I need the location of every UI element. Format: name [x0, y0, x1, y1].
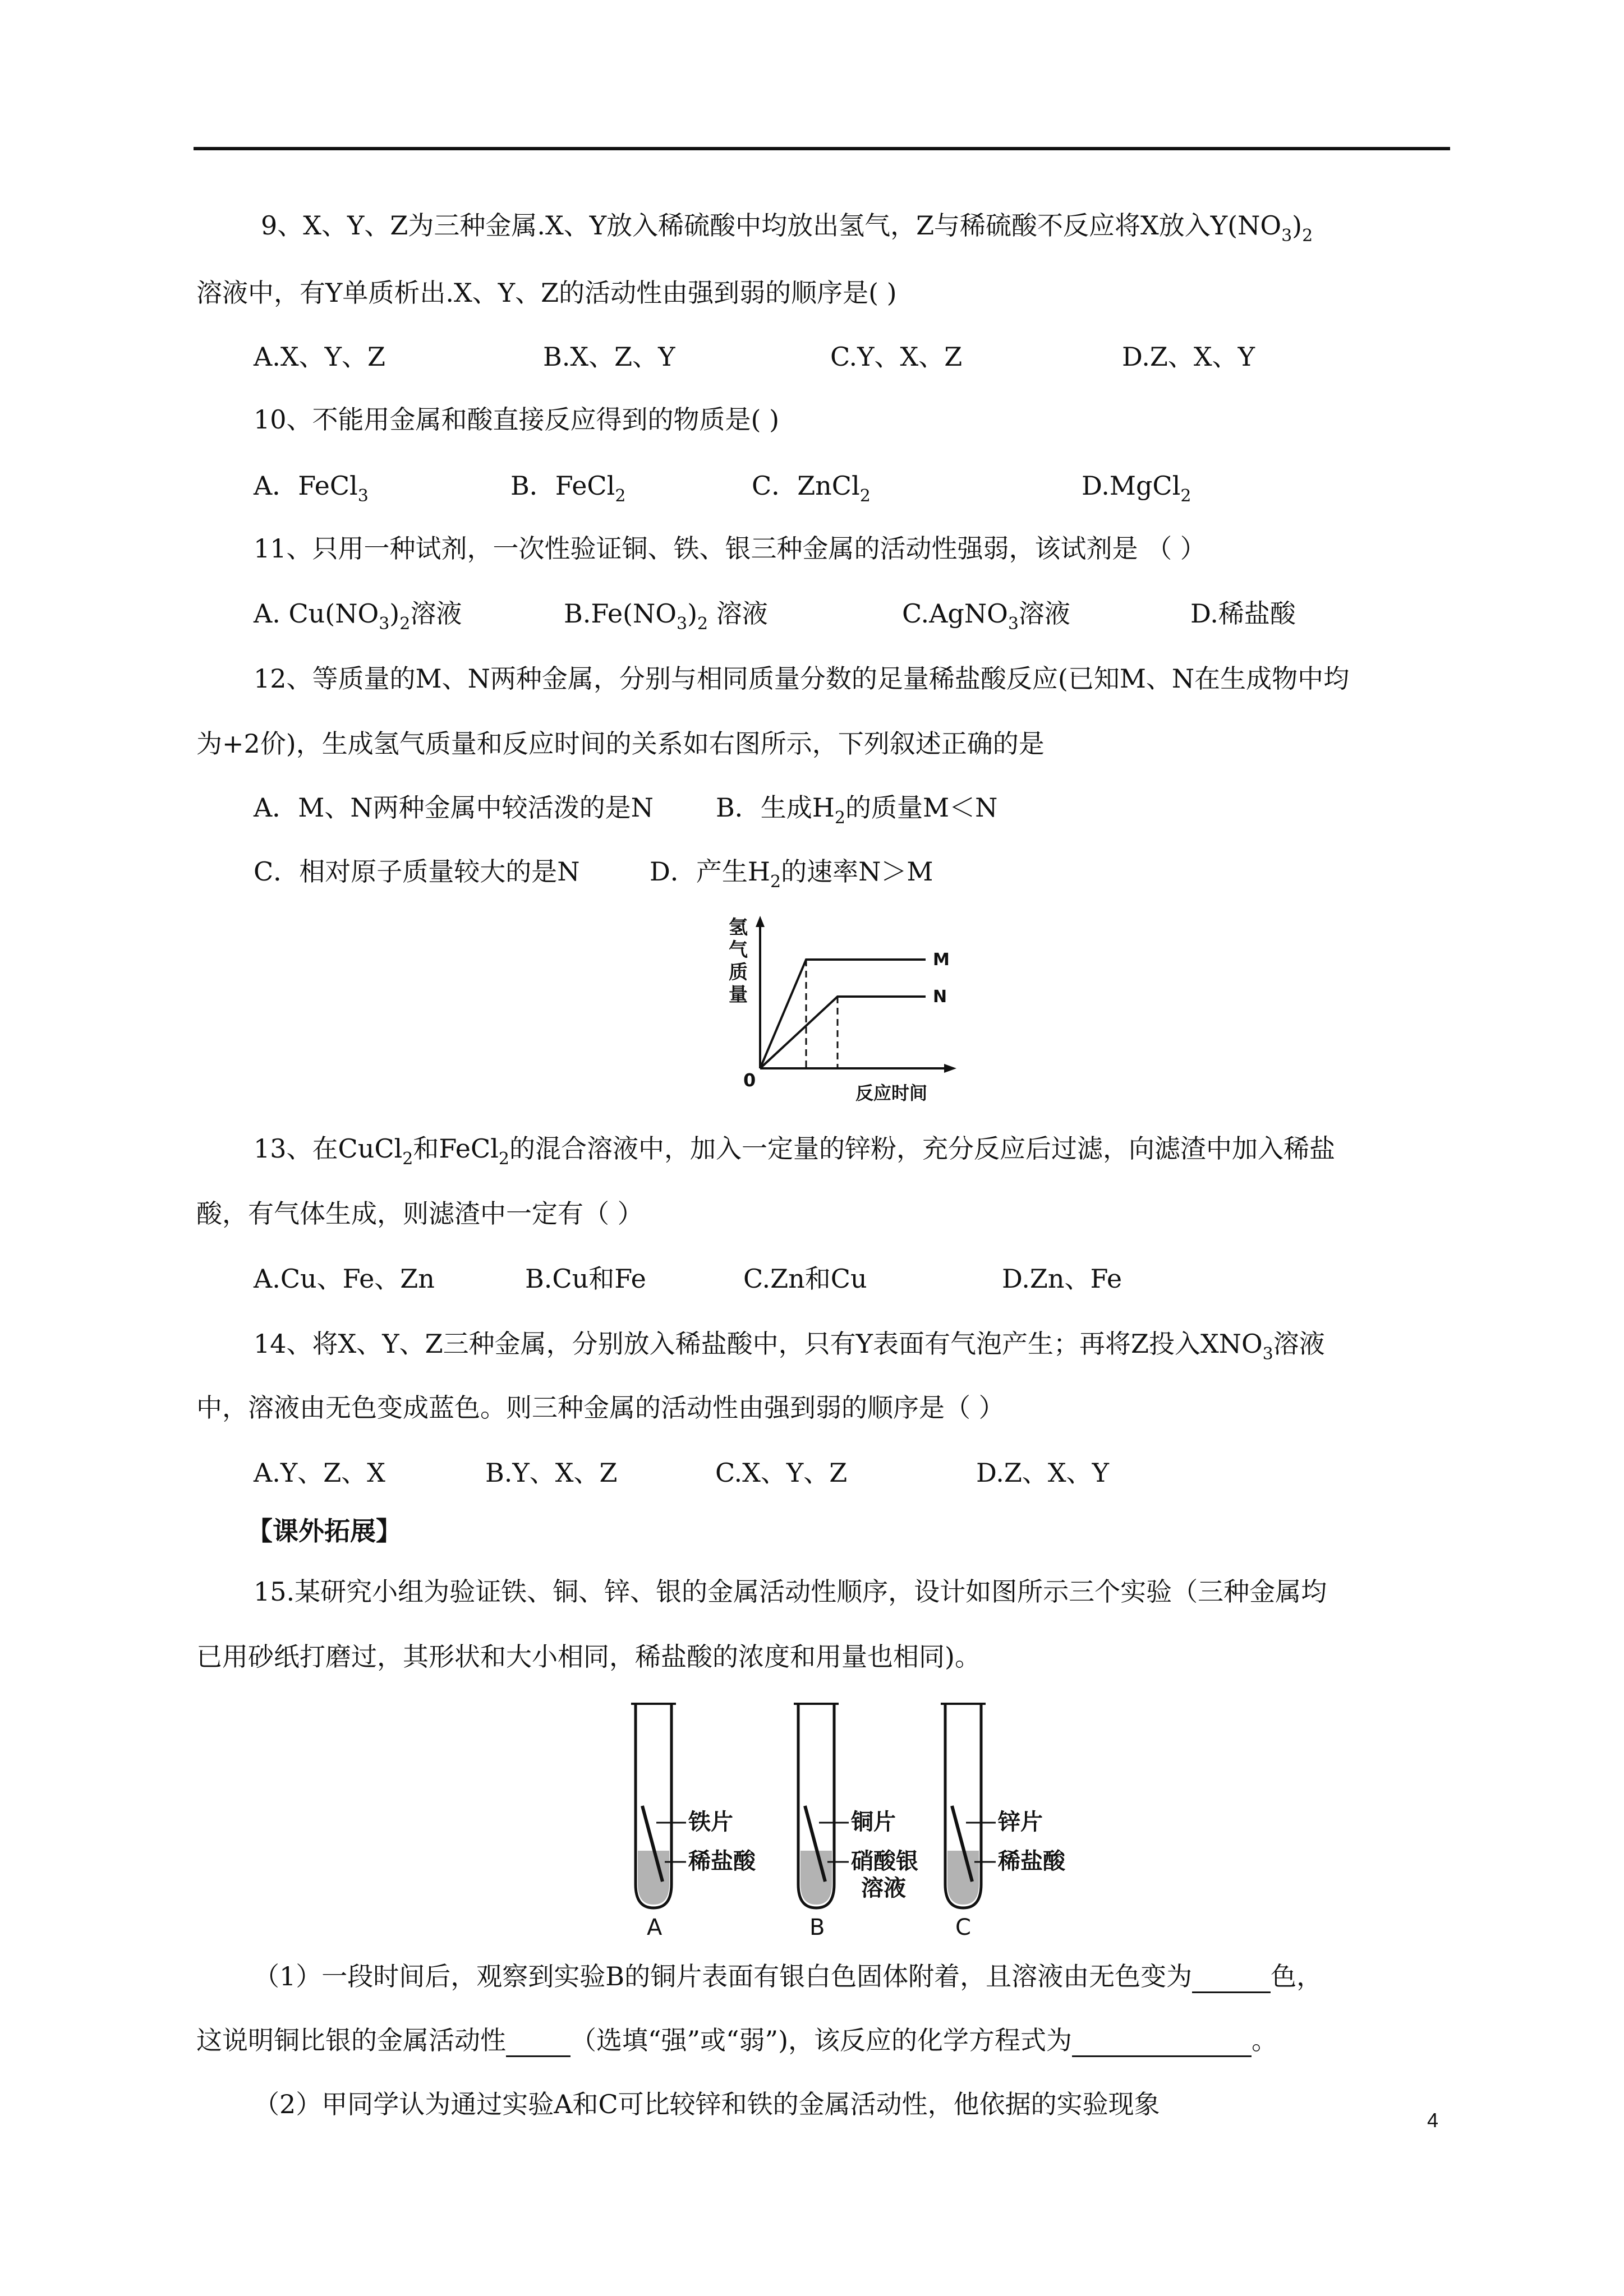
graph-y-arrow — [756, 916, 765, 927]
q13-option-b: B.Cu和Fe — [525, 1264, 646, 1294]
svg-text:氢: 氢 — [729, 916, 748, 939]
svg-text:量: 量 — [729, 984, 748, 1006]
graph-label-m: M — [933, 950, 950, 970]
q12-option-a: A．M、N两种金属中较活泼的是N — [254, 792, 654, 823]
tube-c-metal-label: 锌片 — [998, 1809, 1043, 1835]
test-tube-b — [794, 1704, 918, 1940]
q10-option-a: A．FeCl$_3$ — [254, 471, 369, 506]
q11-option-b: $B.Fe(NO_3)_2$ 溶液 — [564, 598, 768, 634]
tube-b-liquid-label: 硝酸银 — [851, 1848, 918, 1874]
q11-option-d: D.稀盐酸 — [1190, 598, 1296, 629]
tube-c-label: C — [955, 1915, 971, 1940]
q15-test-tubes-figure — [603, 1699, 1108, 1940]
q9-option-a: A.X、Y、Z — [254, 342, 385, 372]
q13-option-d: D.Zn、Fe — [1002, 1264, 1122, 1294]
q9-line2: 溶液中，有Y单质析出.X、Y、Z的活动性由强到弱的顺序是( ) — [196, 278, 897, 308]
graph-ylabel — [729, 916, 748, 1006]
answer-blank-activity[interactable] — [506, 2031, 571, 2057]
q13-option-a: A.Cu、Fe、Zn — [254, 1264, 435, 1294]
page-number: 4 — [1427, 2109, 1439, 2132]
q14-option-d: D.Z、X、Y — [976, 1458, 1109, 1488]
test-tube-c — [941, 1704, 1066, 1940]
q12-line2: 为+2价)，生成氢气质量和反应时间的关系如右图所示，下列叙述正确的是 — [196, 729, 1045, 759]
tube-b-label: B — [809, 1915, 825, 1940]
q14-line2: 中，溶液由无色变成蓝色。则三种金属的活动性由强到弱的顺序是（ ） — [196, 1393, 1005, 1423]
q14-option-c: C.X、Y、Z — [715, 1458, 848, 1488]
q13-option-c: C.Zn和Cu — [743, 1264, 867, 1294]
q15-line1: 15.某研究小组为验证铁、铜、锌、银的金属活动性顺序，设计如图所示三个实验（三种金属均 — [254, 1576, 1327, 1607]
q9-line1: 9、X、Y、Z为三种金属.X、Y放入稀硫酸中均放出氢气，Z与稀硫酸不反应将X放入$Y(NO_3)_2$ — [261, 210, 1313, 246]
graph-label-n: N — [933, 987, 947, 1007]
section-heading: 【课外拓展】 — [247, 1516, 402, 1546]
q11-stem: 11、只用一种试剂，一次性验证铜、铁、银三种金属的活动性强弱，该试剂是 （ ） — [254, 533, 1206, 564]
q15-part2: （2）甲同学认为通过实验A和C可比较锌和铁的金属活动性，他依据的实验现象 — [254, 2089, 1160, 2119]
q13-line2: 酸，有气体生成，则滤渣中一定有（ ） — [196, 1198, 643, 1229]
q12-hydrogen-graph — [726, 911, 962, 1105]
graph-xlabel: 反应时间 — [855, 1082, 928, 1104]
header-rule — [194, 147, 1450, 150]
q10-option-d: D.MgCl$_2$ — [1082, 471, 1191, 506]
svg-text:气: 气 — [729, 939, 748, 961]
q11-option-c: C.AgNO$_3$溶液 — [902, 598, 1070, 634]
q12-option-c: C．相对原子质量较大的是N — [254, 856, 580, 887]
q9-option-b: B.X、Z、Y — [543, 342, 675, 372]
graph-line-m — [760, 960, 926, 1068]
q10-option-b: B．FeCl$_2$ — [510, 471, 626, 506]
q12-option-d: D．产生$H_2$的速率N＞M — [650, 856, 933, 892]
test-tube-a — [631, 1704, 756, 1940]
q11-option-a: A. $Cu(NO_3)_2$溶液 — [254, 598, 462, 634]
q15-line2: 已用砂纸打磨过，其形状和大小相同，稀盐酸的浓度和用量也相同)。 — [196, 1642, 981, 1672]
q14-line1: 14、将X、Y、Z三种金属，分别放入稀盐酸中，只有Y表面有气泡产生；再将Z投入$XNO_3$溶液 — [254, 1329, 1325, 1364]
tube-a-metal-label: 铁片 — [688, 1809, 733, 1835]
q15-part1-line2: 这说明铜比银的金属活动性 （选填“强”或“弱”)，该反应的化学方程式为 。 — [196, 2023, 1277, 2057]
q10-option-c: C．ZnCl$_2$ — [752, 471, 871, 506]
answer-blank-equation[interactable] — [1072, 2031, 1252, 2057]
q14-option-b: B.Y、X、Z — [485, 1458, 618, 1488]
q12-option-b: B．生成$H_2$的质量M＜N — [716, 792, 998, 828]
tube-a-label: A — [647, 1915, 663, 1940]
q9-option-d: D.Z、X、Y — [1122, 342, 1255, 372]
tube-b-metal-label: 铜片 — [851, 1809, 896, 1835]
q14-option-a: A.Y、Z、X — [254, 1458, 385, 1488]
q15-part1-line1: （1）一段时间后，观察到实验B的铜片表面有银白色固体附着，且溶液由无色变为 色， — [254, 1960, 1322, 1993]
q9-option-c: C.Y、X、Z — [830, 342, 963, 372]
q13-line1: 13、在CuCl$_2$和FeCl$_2$的混合溶液中，加入一定量的锌粉，充分反应后过滤，向滤渣中加入稀盐 — [254, 1133, 1335, 1169]
tube-c-liquid-label: 稀盐酸 — [998, 1848, 1065, 1874]
svg-text:质: 质 — [729, 961, 748, 984]
graph-x-arrow — [944, 1064, 956, 1073]
q10-stem: 10、不能用金属和酸直接反应得到的物质是( ) — [254, 404, 780, 435]
tube-b-liquid-label-2: 溶液 — [861, 1875, 906, 1901]
tube-a-liquid-label: 稀盐酸 — [688, 1848, 756, 1874]
answer-blank-color[interactable] — [1192, 1967, 1271, 1993]
graph-origin: 0 — [743, 1069, 756, 1091]
q12-line1: 12、等质量的M、N两种金属，分别与相同质量分数的足量稀盐酸反应(已知M、N在生成物中均 — [254, 663, 1350, 694]
